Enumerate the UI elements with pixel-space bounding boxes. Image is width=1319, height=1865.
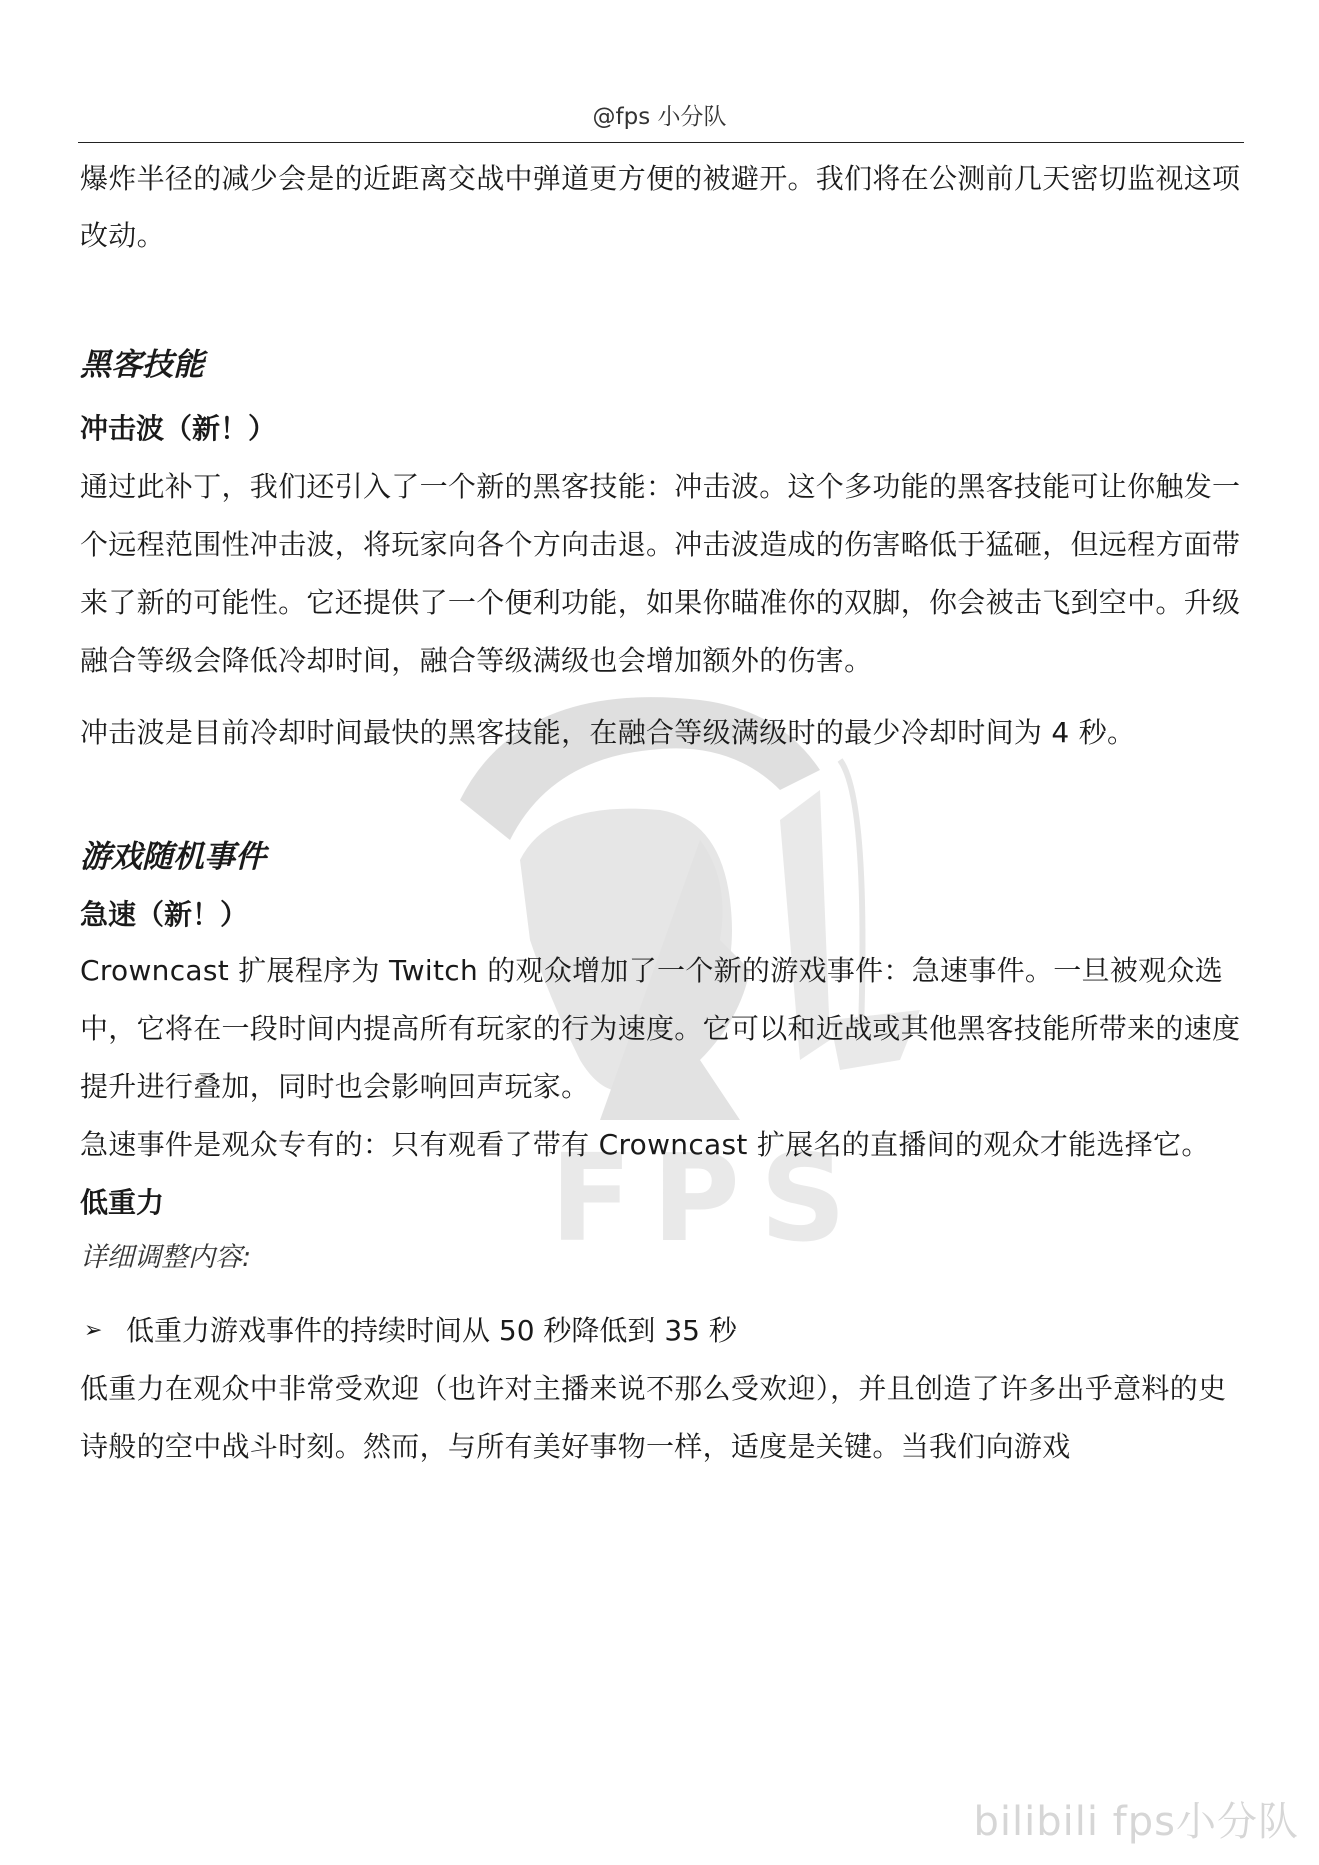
shockwave-cooldown-paragraph: 冲击波是目前冷却时间最快的黑客技能，在融合等级满级时的最少冷却时间为 4 秒。: [80, 716, 1136, 749]
intro-paragraph: 爆炸半径的减少会是的近距离交战中弹道更方便的被避开。我们将在公测前几天密切监视这项改动。: [80, 162, 1241, 252]
haste-paragraph: Crowncast 扩展程序为 Twitch 的观众增加了一个新的游戏事件：急速事件。一旦被观众选中，它将在一段时间内提高所有玩家的行为速度。它可以和近战或其他黑客技能所带来的速度提升进行叠加，同时也会影响回声玩家。: [80, 954, 1241, 1103]
section-title-events: 游戏随机事件: [80, 839, 266, 875]
bullet-text: 低重力游戏事件的持续时间从 50 秒降低到 35 秒: [126, 1314, 737, 1347]
shockwave-paragraph: 通过此补丁，我们还引入了一个新的黑客技能：冲击波。这个多功能的黑客技能可让你触发一个远程范围性冲击波，将玩家向各个方向击退。冲击波造成的伤害略低于猛砸，但远程方面带来了新的可能性。它还提供了一个便利功能，如果你瞄准你的双脚，你会被击飞到空中。升级融合等级会降低冷却时间，融合等级满级也会增加额外的伤害。: [80, 470, 1241, 677]
subsection-title-haste: 急速（新！）: [80, 898, 249, 931]
arrow-bullet-icon: ➢: [84, 1318, 103, 1343]
list-item: [80, 1302, 1245, 1360]
header-divider: [78, 142, 1244, 143]
adjustment-note: 详细调整内容:: [80, 1242, 252, 1273]
watermark-letters: FPS: [550, 1130, 867, 1260]
subsection-title-low-gravity: 低重力: [80, 1186, 165, 1219]
section-title-hacks: 黑客技能: [80, 347, 204, 383]
haste-exclusive-paragraph: 急速事件是观众专有的：只有观看了带有 Crowncast 扩展名的直播间的观众才能选择它。: [80, 1128, 1210, 1161]
bilibili-footer-logo: bilibili fps小分队: [973, 1799, 1299, 1845]
subsection-title-shockwave: 冲击波（新！）: [80, 412, 277, 445]
page-header: @fps 小分队: [592, 104, 727, 130]
low-gravity-paragraph: 低重力在观众中非常受欢迎（也许对主播来说不那么受欢迎），并且创造了许多出乎意料的史诗般的空中战斗时刻。然而，与所有美好事物一样，适度是关键。当我们向游戏: [80, 1372, 1227, 1463]
document-body: [80, 150, 1245, 1476]
